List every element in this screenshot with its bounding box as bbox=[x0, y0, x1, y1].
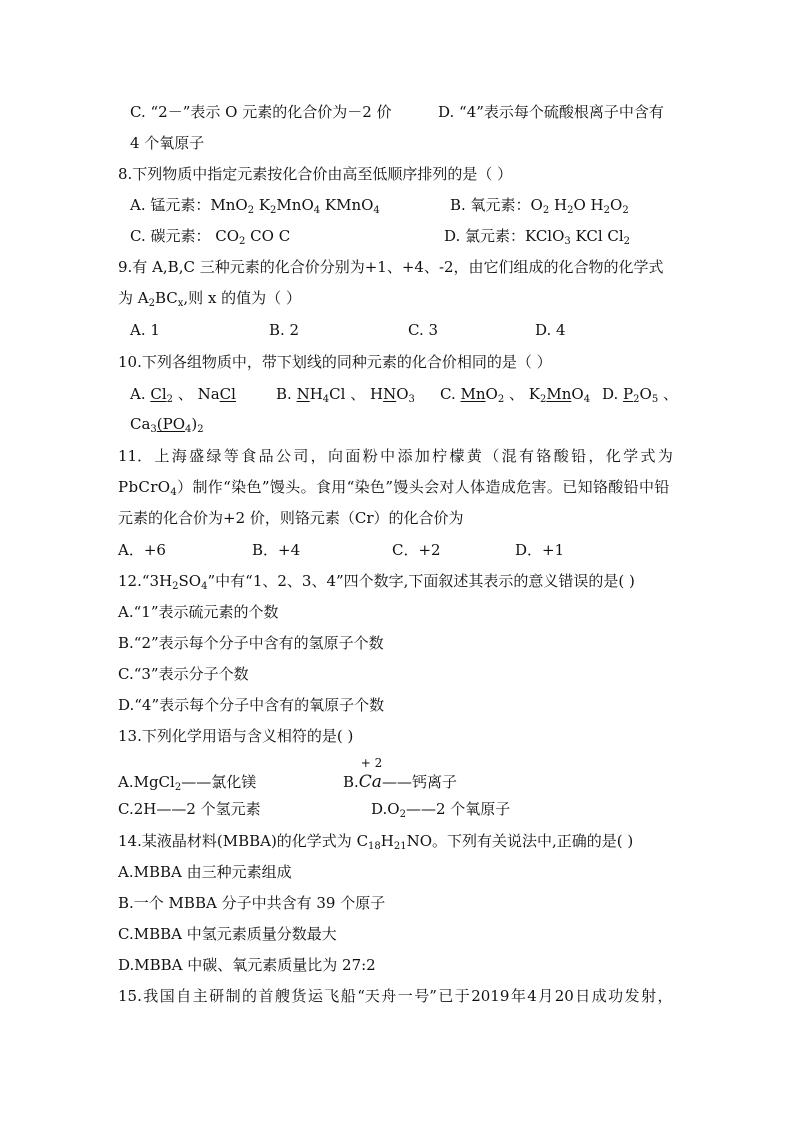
q8-stem: 8.下列物质中指定元素按化合价由高至低顺序排列的是（ ） bbox=[118, 165, 513, 183]
q13-option-b[interactable]: B. + 2 Ca——钙离子 bbox=[343, 756, 457, 792]
q9-stem-continuation: 为 $A_2BC_x$,则 x 的值为（ ） bbox=[118, 289, 301, 309]
q14-option-d[interactable]: D.MBBA 中碳、氧元素质量比为 27:2 bbox=[118, 956, 376, 974]
q10-option-d[interactable]: D. $P_2O_5$ 、 bbox=[602, 385, 678, 405]
q8-option-d[interactable]: D. 氯元素：KClO$_3$ KCl $Cl_2$ bbox=[444, 227, 631, 247]
q14-option-a[interactable]: A.MBBA 由三种元素组成 bbox=[118, 863, 292, 881]
q11-stem-line3: 元素的化合价为+2 价，则铬元素（Cr）的化合价为 bbox=[118, 509, 464, 527]
q14-option-c[interactable]: C.MBBA 中氢元素质量分数最大 bbox=[118, 925, 337, 943]
q7-option-d-continuation: 4 个氧原子 bbox=[130, 134, 205, 152]
q13-stem: 13.下列化学用语与含义相符的是( ) bbox=[118, 727, 354, 745]
q8-option-c[interactable]: C. 碳元素： $CO_2$ CO C bbox=[130, 227, 291, 247]
q15-stem: 15. 我 国 自 主 研 制 的 首 艘 货 运 飞 船 “天 舟 一 号” 已 于 2019 年 4 月 20 日 成 功 发 射 ， bbox=[118, 987, 673, 1005]
q12-stem: $12.“3H_2SO_4$”中有“1、2、3、4”四个数字,下面叙述其表示的意义错误的是( ) bbox=[118, 572, 635, 592]
q11-option-c[interactable]: C．+2 bbox=[392, 541, 441, 559]
q7-option-c-text: C. “2－”表示 O 元素的化合价为－2 价 bbox=[130, 103, 392, 121]
q14-stem: 14.某液晶材料(MBBA)的化学式为 $C_{18}H_{21}NO$。下列有关说法中,正确的是( ) bbox=[118, 832, 634, 852]
q9-option-b[interactable]: B. 2 bbox=[269, 321, 300, 339]
q11-option-d[interactable]: D．+1 bbox=[515, 541, 565, 559]
q12-option-d[interactable]: D.“4”表示每个分子中含有的氧原子个数 bbox=[118, 696, 385, 714]
calcium-valence-notation: + 2 Ca bbox=[358, 756, 383, 792]
q10-option-a[interactable]: A. $Cl_2$ 、 NaCl bbox=[130, 385, 236, 405]
q11-stem-line1: 11． 上 海 盛 绿 等 食 品 公 司 ， 向 面 粉 中 添 加 柠 檬 黄 （ 混 有 铬 酸 铅 ， 化 学 式 为 bbox=[118, 447, 673, 465]
q10-option-c[interactable]: C. MnO$_2$ 、 $K_2MnO_4$ bbox=[440, 385, 591, 405]
q12-option-c[interactable]: C.“3”表示分子个数 bbox=[118, 665, 249, 683]
q7-option-c[interactable] bbox=[130, 102, 392, 122]
q12-option-a[interactable]: A.“1”表示硫元素的个数 bbox=[118, 603, 279, 621]
q13-option-d[interactable]: $D.O_2——2$ 个氧原子 bbox=[371, 800, 511, 820]
q9-stem: 9.有 A,B,C 三种元素的化合价分别为+1、+4、-2，由它们组成的化合物的化学式 bbox=[118, 258, 664, 276]
q9-option-a[interactable]: A. 1 bbox=[130, 321, 160, 339]
q11-option-a[interactable]: A．+6 bbox=[118, 541, 166, 559]
q10-option-d-continuation: $Ca_3(PO_4)_2$ bbox=[130, 415, 204, 435]
q10-option-b[interactable]: B. $NH_4Cl$ 、 $HNO_3$ bbox=[276, 385, 415, 405]
q8-option-a[interactable]: A. 锰元素：MnO$_2$ $K_2MnO_4$ KMnO$_4$ bbox=[130, 196, 380, 216]
q9-option-d[interactable]: D. 4 bbox=[535, 321, 566, 339]
q11-stem-line2: PbCrO$_4$）制作“染色”馒头。食用“染色”馒头会对人体造成危害。已知铬酸铅中铅 bbox=[118, 478, 670, 498]
q8-option-b[interactable]: B. 氧元素：$O_2$ $H_2O$ $H_2O_2$ bbox=[450, 196, 629, 216]
q13-option-c[interactable]: C.2H——2 个氢元素 bbox=[118, 800, 261, 818]
q13-option-a[interactable]: A.MgCl$_2$——氯化镁 bbox=[118, 773, 257, 793]
q12-option-b[interactable]: B.“2”表示每个分子中含有的氢原子个数 bbox=[118, 634, 384, 652]
q14-option-b[interactable]: B.一个 MBBA 分子中共含有 39 个原子 bbox=[118, 894, 386, 912]
q7-option-d-text: D. “4”表示每个硫酸根离子中含有 bbox=[438, 103, 664, 121]
q7-option-d[interactable] bbox=[438, 102, 664, 122]
q9-option-c[interactable]: C. 3 bbox=[408, 321, 439, 339]
q11-option-b[interactable]: B．+4 bbox=[252, 541, 301, 559]
q10-stem: 10.下列各组物质中，带下划线的同种元素的化合价相同的是（ ） bbox=[118, 353, 552, 371]
